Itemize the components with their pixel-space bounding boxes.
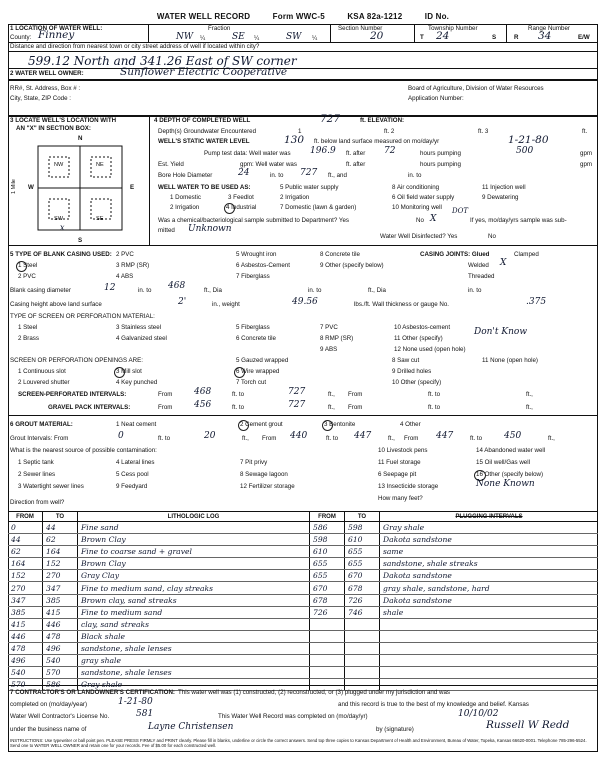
screen-material-label: TYPE OF SCREEN OR PERFORATION MATERIAL: xyxy=(10,313,155,320)
gravel-intervals-label: GRAVEL PACK INTERVALS: xyxy=(48,404,131,411)
record-date-label: This Water Well Record was completed on (mo/day/yr) xyxy=(218,713,368,720)
pump-gpm-value: 500 xyxy=(516,146,534,156)
log-to: 610 xyxy=(345,534,380,546)
record-date-value: 10/10/02 xyxy=(458,709,499,719)
log-to: 746 xyxy=(345,606,380,618)
license-label: Water Well Contractor's License No. xyxy=(10,713,110,720)
log2-header-from: FROM xyxy=(310,512,345,522)
log-row xyxy=(8,534,310,546)
log-desc: gray shale xyxy=(78,655,310,667)
distance-value: 599.12 North and 341.26 East of SW corner xyxy=(28,54,297,68)
log-to: 726 xyxy=(345,594,380,606)
quad-sw: SW xyxy=(54,216,64,222)
log-from: 540 xyxy=(8,667,43,679)
section-3-label: 3 LOCATE WELL'S LOCATION WITH xyxy=(10,117,117,124)
log-to: 44 xyxy=(43,522,78,534)
log-header-lithologic: LITHOLOGIC LOG xyxy=(78,512,310,522)
log-desc: Fine to medium sand xyxy=(78,606,310,618)
grout-2-from: 440 xyxy=(290,431,308,441)
log-row xyxy=(8,606,310,618)
chem-no-mark: X xyxy=(430,214,437,224)
bentonite-circle xyxy=(322,420,333,431)
log-from: 0 xyxy=(8,522,43,534)
log-from: 570 xyxy=(8,679,43,691)
grout-intervals-label: Grout Intervals: From xyxy=(10,435,69,442)
log-to: 62 xyxy=(43,534,78,546)
how-many-feet-label: How many feet? xyxy=(378,495,423,502)
log-to xyxy=(345,642,380,654)
grout-1-to: 20 xyxy=(204,431,216,441)
section-grid-svg xyxy=(32,140,128,236)
range-value: 34 xyxy=(538,30,552,42)
section-1-label: 1 LOCATION OF WATER WELL: xyxy=(10,25,103,32)
log-to xyxy=(345,618,380,630)
log-desc: Fine sand xyxy=(78,522,310,534)
log-desc: shale xyxy=(380,606,599,618)
log-row xyxy=(310,582,598,594)
address-label: RR#, St. Address, Box # : xyxy=(10,85,81,92)
log-desc xyxy=(380,667,599,679)
signature-label: by (signature) xyxy=(376,726,414,733)
pump-test-label: Pump test data: Well water was xyxy=(204,150,291,157)
log-to: 678 xyxy=(345,582,380,594)
casing-label: 5 TYPE OF BLANK CASING USED: xyxy=(10,251,112,258)
license-value: 581 xyxy=(136,709,154,719)
log-to: 347 xyxy=(43,582,78,594)
quad-nw: NW xyxy=(54,162,64,168)
log-to: 164 xyxy=(43,546,78,558)
openings-label: SCREEN OR PERFORATION OPENINGS ARE: xyxy=(10,357,143,364)
mill-slot-circle xyxy=(114,367,125,378)
ksa-number: KSA 82a-1212 xyxy=(347,12,403,21)
section-number-value: 20 xyxy=(370,30,384,42)
static-below-label: ft. below land surface measured on mo/day/yr xyxy=(314,138,440,145)
log-to: 478 xyxy=(43,630,78,642)
depth-value: 727 xyxy=(320,113,341,125)
log-to: 270 xyxy=(43,570,78,582)
log-row xyxy=(8,618,310,630)
mile-label: 1 Mile xyxy=(11,179,17,194)
log-from: 446 xyxy=(8,630,43,642)
certification-text-2: and this record is true to the best of my knowledge and belief. Kansas xyxy=(338,701,529,708)
log-desc: sandstone, shale lenses xyxy=(78,667,310,679)
log-to: 540 xyxy=(43,655,78,667)
log-from: 670 xyxy=(310,582,345,594)
blank-diameter-label: Blank casing diameter xyxy=(10,287,71,294)
bore-diameter-value: 24 xyxy=(238,168,250,178)
log-from: 62 xyxy=(8,546,43,558)
log-to: 670 xyxy=(345,570,380,582)
screen-other-value: Don't Know xyxy=(474,327,528,337)
log-to: 415 xyxy=(43,606,78,618)
log-desc: Dakota sandstone xyxy=(380,594,599,606)
log-from: 385 xyxy=(8,606,43,618)
log-from: 478 xyxy=(8,642,43,654)
completed-value: 1-21-80 xyxy=(118,697,153,707)
log-to: 152 xyxy=(43,558,78,570)
fraction-2: SE xyxy=(232,32,245,42)
fraction-1: NW xyxy=(176,32,194,42)
fraction-3: SW xyxy=(286,32,302,42)
certification-text-1: This water well was (1) constructed, (2) reconstructed, or (3) plugged under my jurisdiction and was xyxy=(178,689,451,696)
log-from: 726 xyxy=(310,606,345,618)
log-desc: Brown Clay xyxy=(78,534,310,546)
log-from: 152 xyxy=(8,570,43,582)
log-desc xyxy=(380,655,599,667)
log-row xyxy=(8,594,310,606)
log-to: 655 xyxy=(345,558,380,570)
casing-height-label: Casing height above land surface xyxy=(10,301,102,308)
log-row xyxy=(310,534,598,546)
chem-sample-label: Was a chemical/bacteriological sample submitted to Department? Yes xyxy=(158,217,349,224)
log-desc: Fine to medium sand, clay streaks xyxy=(78,582,310,594)
log-row xyxy=(8,642,310,654)
casing-weight-value: 49.56 xyxy=(292,297,318,307)
log-desc: Brown Clay xyxy=(78,558,310,570)
business-value: Layne Christensen xyxy=(148,722,234,732)
certification-label: 7 CONTRACTOR'S OR LANDOWNER'S CERTIFICATION: xyxy=(10,689,175,696)
log-desc: Black shale xyxy=(78,630,310,642)
use-label: WELL WATER TO BE USED AS: xyxy=(158,184,251,191)
log-to: 586 xyxy=(43,679,78,691)
log-row xyxy=(8,667,310,679)
log-row xyxy=(310,546,598,558)
pump-hours-value: 72 xyxy=(384,146,396,156)
log-row xyxy=(310,522,598,534)
log-from: 347 xyxy=(8,594,43,606)
section-grid xyxy=(32,140,128,236)
log-desc: Gray shale xyxy=(380,522,599,534)
log-desc: same xyxy=(380,546,599,558)
log-from: 678 xyxy=(310,594,345,606)
log-to: 446 xyxy=(43,618,78,630)
bore-diameter-label: Bore Hole Diameter xyxy=(158,172,213,179)
log-desc xyxy=(380,618,599,630)
section-number-label: Section Number xyxy=(338,25,383,32)
log-to: 655 xyxy=(345,546,380,558)
grout-3-to: 450 xyxy=(504,431,522,441)
cement-grout-circle xyxy=(238,420,249,431)
section-3-label2: AN "X" IN SECTION BOX: xyxy=(16,125,91,132)
water-well-record-form: WATER WELL RECORD Form WWC-5 KSA 82a-1212 ID No. 1 LOCATION OF WATER WELL: County: Finney Fraction NW ¼ SE ¼ SW ¼ Section Number 20 Township Number T 24 S Range Number R 34 E/W Distance and direction from nearest town or city street address of well if located within city? 599.12 North and 341.26 East of SW corner 2 WATER WELL OWNER: Sunflower Electric Cooperative RR#, St. Address, Box # : City, State, ZIP Code : Board of Agriculture, Division of Water Resources Application Number: 3 LOCATE WELL'S LOCATION WITH AN "X" IN SECTION BOX: N S W E NW NE SW SE x 1 Mile 4 DEPTH OF COMPLETED WELL 727 ft. ELEVATION: Depth(s) Groundwater Encountered 1 ft. 2 ft. 3 ft. WELL'S STATIC WATER LEVEL 130 ft. below land surface measured on mo/day/yr 1-21-80 Pump test data: Well water was 196.9 ft. after 72 hours pumping 500 gpm Est. Yield gpm: Well water was ft. after hours pumping gpm Bore Hole Diameter 24 in. to 727 ft., and in. to WELL WATER TO BE USED AS: 5 Public water supply 8 Air conditioning 11 Injection well 1 Domestic 3 Feedlot 2 Irrigation 6 Oil field water supply 9 Dewatering 2 Irrigation 4 Industrial 7 Domestic (lawn & garden) 10 Monitoring well Was a chemical/bacteriological sample submitted to Department? Yes No X DOT If yes, mo/day/yrs sample was sub- mitted Unknown Water Well Disinfected? Yes No 5 TYPE OF BLANK CASING USED: 2 PVC 5 Wrought iron 8 Concrete tile CASING JOINTS: Glued Clamped 1 Steel 3 RMP (SR) 6 Asbestos-Cement 9 Other (specify below) Welded X 2 PVC 4 ABS 7 Fiberglass Threaded Blank casing diameter 12 in. to 468 ft., Dia in. to ft., Dia in. to Casing height above land surface 2' in., weight 49.56 lbs./ft. Wall thickness or gauge No. .375 TYPE OF SCREEN OR PERFORATION MATERIAL: 1 Steel 3 Stainless steel 5 Fiberglass 7 PVC 10 Asbestos-cement 2 Brass 4 Galvanized steel 6 Concrete tile 8 RMP (SR) 11 Other (specify) Don't Know 9 ABS 12 None used (open hole) SCREEN OR PERFORATION OPENINGS ARE: 5 Gauzed wrapped 8 Saw cut 11 None (open hole) 1 Continuous slot 3 Mill slot 6 Wire wrapped 9 Drilled holes 2 Louvered shutter 4 Key punched 7 Torch cut 10 Other (specify) SCREEN-PERFORATED INTERVALS: From 468 ft. to 727 ft., From ft. to ft., GRAVEL PACK INTERVALS: From 456 ft. to 727 ft., From ft. to ft., 6 GROUT MATERIAL: 1 Neat cement 2 Cement grout 3 Bentonite 4 Other Grout Intervals: From 0 ft. to 20 ft., From 440 ft. to 447 ft., From 447 ft. to 450 ft., What is the nearest source of possible contamination: 10 Livestock pens 14 Abandoned water well 1 Septic tank 4 Lateral lines 7 Pit privy 11 Fuel storage 15 Oil well/Gas well 2 Sewer lines 5 Cess pool 8 Sewage lagoon 6 Seepage pit 16 Other (specify below) 3 Watertight sewer lines 9 Feedyard 12 Fertilizer storage 13 Insecticide storage None Known Direction from well? How many feet? FROM TO LITHOLOGIC LOG 0 44 Fine sand 44 62 Brown Clay 62 164 Fine to coarse sand + gravel 164 152 Brown Clay 152 270 Gray Clay 270 347 Fine to medium sand, clay streaks 347 385 Brown clay, sand streaks 385 415 Fine to medium sand 415 446 clay, sand streaks 446 478 Black shale 478 496 sandstone, shale lenses 496 540 gray shale 540 570 sandstone, shale lenses 570 586 Gray shale FROM TO PLUGGING INTERVALS 586 598 Gray shale 598 610 Dakota sandstone 610 655 same 655 655 sandstone, shale streaks 655 670 Dakota sandstone 670 678 gray shale, sandstone, hard 678 726 Dakota sandstone 726 746 shale 7 CONTRACTOR'S OR LANDOWNER'S CERTIFICATION: This water well was (1) constructed, (2) reconstructed, or (3) plugged under my jurisdiction and was completed on (mo/day/year) 1-21-80 and this record is true to the best of my knowledge and belief. Kansas Water Well Contractor's License No. 581 This Water Well Record was completed on (mo/day/yr) 10/10/02 under the business name of Layne Christensen by (signature) Russell W Redd INSTRUCTIONS: Use typewriter or ball point pen. PLEASE PRESS FIRMLY and PRINT clearly. Please fill in blanks, underline or circle the correct answers. Send top three copies to Kansas Department of Health and Environment, Bureau of Water, Topeka, Kansas 66620-0001. Telephone 785-296-5524. Send one to WATER WELL OWNER and retain one for your records. Fee of $5.00 for each constructed well. xyxy=(8,12,598,752)
log-desc: Fine to coarse sand + gravel xyxy=(78,546,310,558)
log2-header-to: TO xyxy=(345,512,380,522)
form-number: Form WWC-5 xyxy=(272,12,325,21)
screen-to-value: 727 xyxy=(288,387,306,397)
city-label: City, State, ZIP Code : xyxy=(10,95,71,102)
log-from xyxy=(310,642,345,654)
instructions-text: INSTRUCTIONS: Use typewriter or ball point pen. PLEASE PRESS FIRMLY and PRINT clearly. Please fill in blanks, underline or circle the correct answers. Send top three copies to Kansas Department of Health and Environment, Bureau of Water, Topeka, Kansas 66620-0001. Telephone 785-296-5524. Send one to WATER WELL OWNER and retain one for your records. Fee of $5.00 for each constructed well. xyxy=(10,738,587,748)
log-row xyxy=(310,570,598,582)
grout-2-to: 447 xyxy=(354,431,372,441)
log-row xyxy=(310,618,598,630)
form-header xyxy=(8,12,598,21)
gravel-from-value: 456 xyxy=(194,400,212,410)
industrial-circle xyxy=(224,203,235,214)
gravel-to-value: 727 xyxy=(288,400,306,410)
log-to xyxy=(345,655,380,667)
log-to: 598 xyxy=(345,522,380,534)
grout-label: 6 GROUT MATERIAL: xyxy=(10,421,73,428)
log-row xyxy=(8,582,310,594)
blank-diameter-to: 468 xyxy=(168,281,186,291)
log-row xyxy=(8,522,310,534)
log-from: 586 xyxy=(310,522,345,534)
quad-ne: NE xyxy=(96,162,104,168)
log-row xyxy=(310,630,598,642)
log-desc xyxy=(380,630,599,642)
contamination-other-value: None Known xyxy=(476,479,535,489)
est-yield-label: Est. Yield xyxy=(158,161,184,168)
log-to xyxy=(345,630,380,642)
compass-south: S xyxy=(78,237,83,244)
township-label: Township Number xyxy=(428,25,478,32)
wall-thickness-label: lbs./ft. Wall thickness or gauge No. xyxy=(354,301,450,308)
quad-se: SE xyxy=(96,216,104,222)
signature-value: Russell W Redd xyxy=(486,719,570,731)
application-label: Application Number: xyxy=(408,95,464,102)
groundwater-label: Depth(s) Groundwater Encountered xyxy=(158,128,257,135)
completed-label: completed on (mo/day/year) xyxy=(10,701,88,708)
log-row xyxy=(310,655,598,667)
screen-intervals-label: SCREEN-PERFORATED INTERVALS: xyxy=(18,391,127,398)
log-row xyxy=(310,667,598,679)
log-header-from: FROM xyxy=(8,512,43,522)
compass-north: N xyxy=(78,135,83,142)
direction-label: Direction from well? xyxy=(10,499,65,506)
log-row xyxy=(8,570,310,582)
owner-value: Sunflower Electric Cooperative xyxy=(120,66,288,78)
log-desc: clay, sand streaks xyxy=(78,618,310,630)
log-from: 270 xyxy=(8,582,43,594)
log-row xyxy=(310,642,598,654)
log-desc: sandstone, shale streaks xyxy=(380,558,599,570)
grout-3-from: 447 xyxy=(436,431,454,441)
pump-water-value: 196.9 xyxy=(310,146,336,156)
log-desc: Dakota sandstone xyxy=(380,570,599,582)
log-from xyxy=(310,655,345,667)
log-from: 610 xyxy=(310,546,345,558)
log-desc: Dakota sandstone xyxy=(380,534,599,546)
casing-height-value: 2' xyxy=(178,297,187,307)
log-row xyxy=(8,655,310,667)
id-label: ID No. xyxy=(424,12,450,21)
steel-circle xyxy=(16,261,27,272)
log-from xyxy=(310,630,345,642)
distance-label: Distance and direction from nearest town or city street address of well if located within city? xyxy=(10,43,260,50)
form-title: WATER WELL RECORD xyxy=(156,12,251,21)
log-from: 655 xyxy=(310,558,345,570)
grout-1-from: 0 xyxy=(118,431,124,441)
joints-label: CASING JOINTS: Glued xyxy=(420,251,490,258)
wall-thickness-value: .375 xyxy=(526,297,547,307)
static-level-label: WELL'S STATIC WATER LEVEL xyxy=(158,138,250,145)
log-row xyxy=(8,558,310,570)
static-level-value: 130 xyxy=(284,134,305,146)
static-date-value: 1-21-80 xyxy=(508,134,549,146)
wire-wrapped-circle xyxy=(234,367,245,378)
log-from: 44 xyxy=(8,534,43,546)
log-header-to: TO xyxy=(43,512,78,522)
log-row xyxy=(8,546,310,558)
log-row xyxy=(8,630,310,642)
bore-to-value: 727 xyxy=(300,168,318,178)
contamination-label: What is the nearest source of possible contamination: xyxy=(10,447,157,454)
compass-west: W xyxy=(28,184,34,191)
log-desc: sandstone, shale lenses xyxy=(78,642,310,654)
log-row xyxy=(310,558,598,570)
log-to: 385 xyxy=(43,594,78,606)
board-label: Board of Agriculture, Division of Water Resources xyxy=(408,85,544,92)
log-desc: Brown clay, sand streaks xyxy=(78,594,310,606)
log-row xyxy=(310,606,598,618)
township-value: 24 xyxy=(436,30,450,42)
disinfected-label: Water Well Disinfected? Yes xyxy=(380,233,458,240)
log-from: 496 xyxy=(8,655,43,667)
log-desc: Gray shale xyxy=(78,679,310,691)
log-from: 598 xyxy=(310,534,345,546)
county-label: County: xyxy=(10,34,32,41)
fraction-label: Fraction xyxy=(208,25,231,32)
depth-label: 4 DEPTH OF COMPLETED WELL xyxy=(154,117,251,124)
blank-diameter-value: 12 xyxy=(104,283,116,293)
log-from: 164 xyxy=(8,558,43,570)
log-desc xyxy=(380,642,599,654)
log-from: 415 xyxy=(8,618,43,630)
lithologic-log-table xyxy=(8,512,310,691)
screen-from-value: 468 xyxy=(194,387,212,397)
business-label: under the business name of xyxy=(10,726,87,733)
log-desc: Gray Clay xyxy=(78,570,310,582)
elevation-label: ft. ELEVATION: xyxy=(360,117,405,124)
well-location-mark: x xyxy=(60,223,65,232)
log-to xyxy=(345,667,380,679)
compass-east: E xyxy=(130,184,135,191)
log-from xyxy=(310,667,345,679)
range-label: Range Number xyxy=(528,25,570,32)
log-from: 655 xyxy=(310,570,345,582)
log-row xyxy=(310,594,598,606)
log-to: 496 xyxy=(43,642,78,654)
log-from xyxy=(310,618,345,630)
county-value: Finney xyxy=(38,29,75,41)
log-to: 570 xyxy=(43,667,78,679)
plugging-log-table xyxy=(310,512,598,691)
section-2-label: 2 WATER WELL OWNER: xyxy=(10,70,84,77)
log-desc: gray shale, sandstone, hard xyxy=(380,582,599,594)
chem-sample-value: Unknown xyxy=(188,224,232,234)
log2-header-plugging: PLUGGING INTERVALS xyxy=(380,512,599,522)
welded-mark: X xyxy=(500,258,507,268)
